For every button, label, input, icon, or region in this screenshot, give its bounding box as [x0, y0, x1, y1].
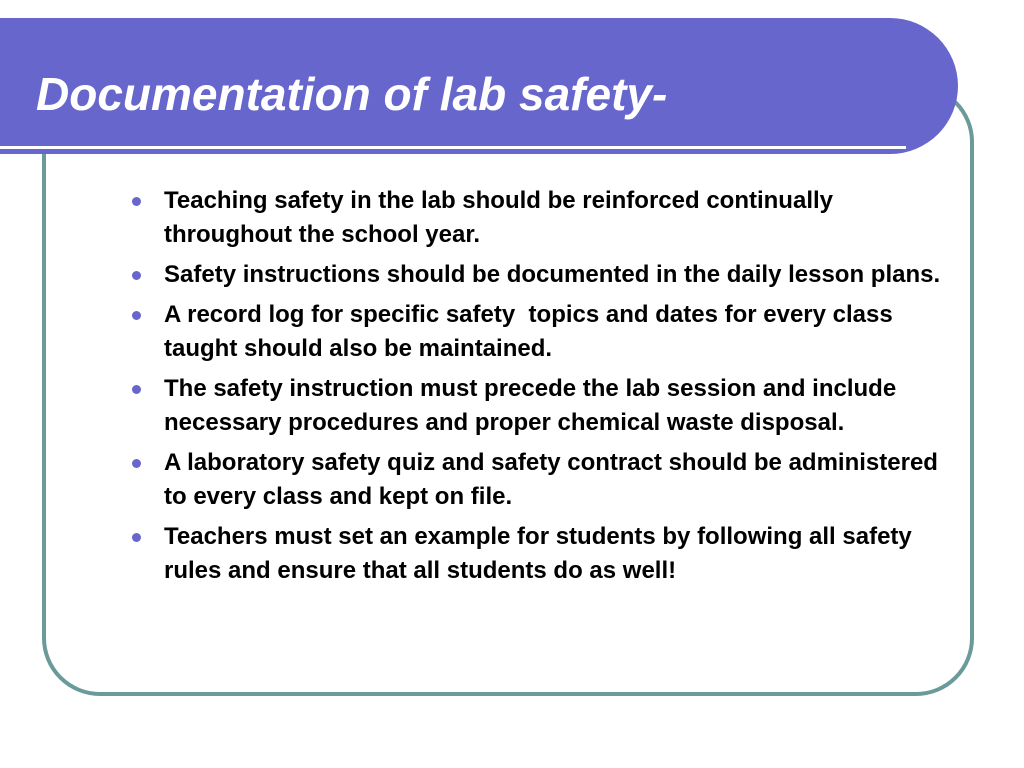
bullet-dot-icon — [132, 197, 141, 206]
bullet-text: Safety instructions should be documented in the daily lesson plans. — [164, 261, 941, 288]
bullet-item — [128, 298, 958, 366]
bullet-dot-icon — [132, 271, 141, 280]
title-banner — [0, 18, 958, 154]
bullet-text: The safety instruction must precede the lab session and include necessary procedures and proper chemical waste disposal. — [164, 375, 897, 436]
bullet-dot-icon — [132, 533, 141, 542]
slide-title: Documentation of lab safety- — [36, 68, 668, 120]
bullet-dot-icon — [132, 459, 141, 468]
bullet-item — [128, 520, 958, 588]
bullet-text: A laboratory safety quiz and safety contract should be administered to every class and kept on file. — [164, 449, 938, 510]
bullet-item — [128, 258, 958, 292]
bullet-text: A record log for specific safety topics and dates for every class taught should also be maintained. — [164, 301, 900, 362]
bullet-text: Teachers must set an example for students by following all safety rules and ensure that all students do as well! — [164, 523, 912, 584]
bullet-item — [128, 372, 958, 440]
bullet-text: Teaching safety in the lab should be reinforced continually throughout the school year. — [164, 187, 833, 248]
bullet-list — [128, 184, 958, 594]
title-underline — [0, 146, 906, 149]
bullet-dot-icon — [132, 311, 141, 320]
bullet-item — [128, 446, 958, 514]
bullet-dot-icon — [132, 385, 141, 394]
bullet-item — [128, 184, 958, 252]
